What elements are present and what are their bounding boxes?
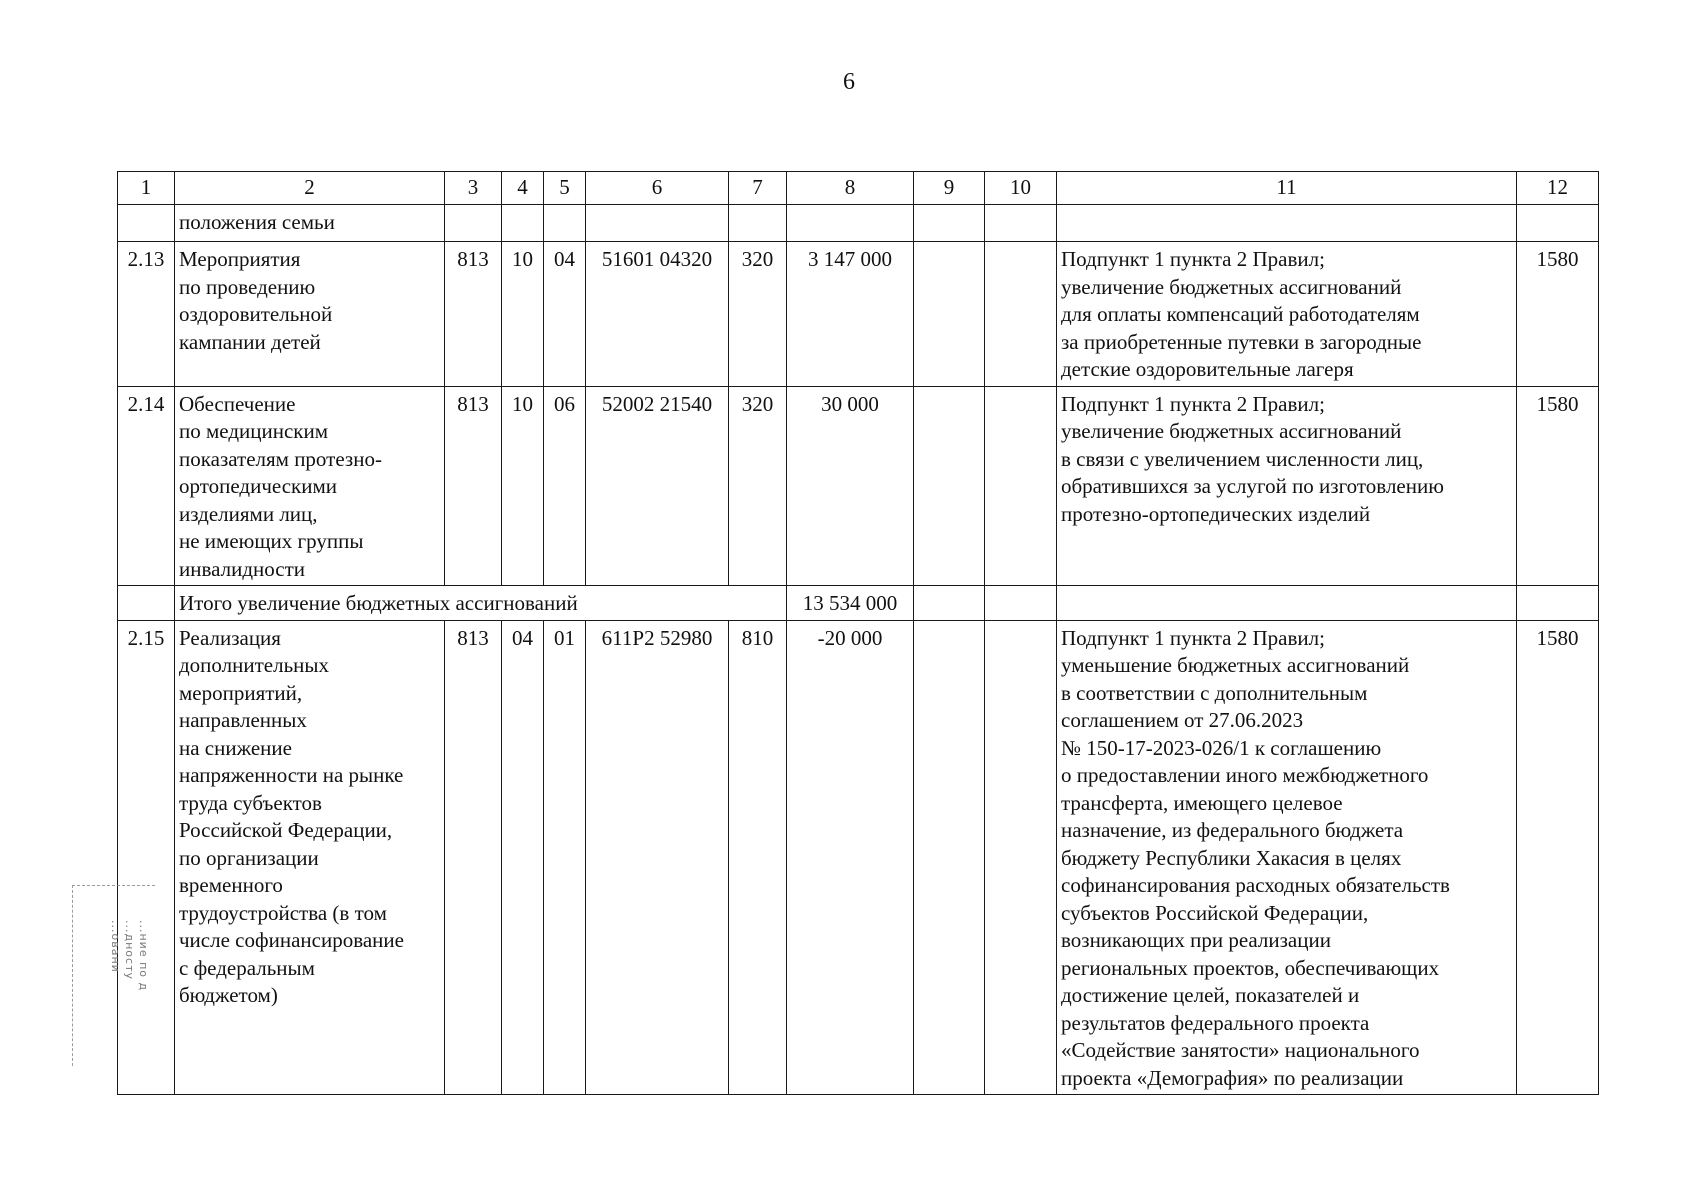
empty-cell — [914, 586, 985, 621]
col6-cell: 51601 04320 — [586, 242, 729, 387]
table-row-total — [118, 586, 1599, 621]
empty-cell — [1057, 205, 1517, 242]
header-cell-8: 8 — [787, 172, 914, 205]
basis-cell — [1057, 620, 1517, 1095]
col10-cell — [985, 242, 1057, 387]
col4-cell: 10 — [502, 386, 544, 586]
empty-cell — [1517, 586, 1599, 621]
header-cell-11: 11 — [1057, 172, 1517, 205]
amount-cell: 30 000 — [787, 386, 914, 586]
empty-cell — [729, 205, 787, 242]
total-label-cell: Итого увеличение бюджетных ассигнований — [175, 586, 787, 621]
col5-cell: 04 — [544, 242, 586, 387]
col7-cell: 320 — [729, 386, 787, 586]
item-name-cell — [175, 386, 445, 586]
col10-cell — [985, 386, 1057, 586]
row-number-cell: 2.15 — [118, 620, 175, 1095]
header-cell-12: 12 — [1517, 172, 1599, 205]
empty-cell — [787, 205, 914, 242]
header-cell-7: 7 — [729, 172, 787, 205]
item-name-text: Реализация дополнительных мероприятий, направленных на снижение напряженности на рынке труда субъектов Российской Федерации, по организации временного трудоустройства (в том числе софинансирование с федеральным бюджетом) — [179, 625, 404, 1007]
row-number-cell — [118, 205, 175, 242]
col3-cell: 813 — [445, 242, 502, 387]
item-name-cell — [175, 620, 445, 1095]
empty-cell — [502, 205, 544, 242]
amount-cell: -20 000 — [787, 620, 914, 1095]
basis-cell — [1057, 386, 1517, 586]
col12-cell: 1580 — [1517, 242, 1599, 387]
basis-text: Подпункт 1 пункта 2 Правил; увеличение бюджетных ассигнований для оплаты компенсаций работодателям за приобретенные путевки в загородные детские оздоровительные лагеря — [1061, 247, 1422, 381]
stamp-text: ...ние по д ...дносту ...овани — [109, 920, 150, 992]
header-cell-5: 5 — [544, 172, 586, 205]
col12-cell: 1580 — [1517, 620, 1599, 1095]
header-cell-10: 10 — [985, 172, 1057, 205]
basis-cell — [1057, 242, 1517, 387]
col7-cell: 320 — [729, 242, 787, 387]
item-name-cell: положения семьи — [175, 205, 445, 242]
item-name-text: Обеспечение по медицинским показателям протезно- ортопедическими изделиями лиц, не имеющих группы инвалидности — [179, 391, 382, 581]
item-name-text: Мероприятия по проведению оздоровительной кампании детей — [179, 247, 333, 354]
empty-cell — [544, 205, 586, 242]
col9-cell — [914, 242, 985, 387]
header-cell-6: 6 — [586, 172, 729, 205]
col6-cell: 611P2 52980 — [586, 620, 729, 1095]
header-cell-2: 2 — [175, 172, 445, 205]
col7-cell: 810 — [729, 620, 787, 1095]
row-number-cell — [118, 586, 175, 621]
table-header-row — [118, 172, 1599, 205]
total-amount-cell: 13 534 000 — [787, 586, 914, 621]
empty-cell — [586, 205, 729, 242]
header-cell-9: 9 — [914, 172, 985, 205]
header-cell-4: 4 — [502, 172, 544, 205]
basis-text: Подпункт 1 пункта 2 Правил; увеличение бюджетных ассигнований в связи с увеличением численности лиц, обратившихся за услугой по изготовлению протезно-ортопедических изделий — [1061, 391, 1444, 526]
table-row-continuation — [118, 205, 1599, 242]
empty-cell — [1057, 586, 1517, 621]
col3-cell: 813 — [445, 386, 502, 586]
amount-cell: 3 147 000 — [787, 242, 914, 387]
item-name-cell — [175, 242, 445, 387]
col4-cell: 04 — [502, 620, 544, 1095]
col10-cell — [985, 620, 1057, 1095]
empty-cell — [1517, 205, 1599, 242]
col3-cell: 813 — [445, 620, 502, 1095]
col5-cell: 06 — [544, 386, 586, 586]
empty-cell — [985, 205, 1057, 242]
col9-cell — [914, 620, 985, 1095]
table-row — [118, 386, 1599, 586]
basis-text: Подпункт 1 пункта 2 Правил; уменьшение бюджетных ассигнований в соответствии с дополнительным соглашением от 27.06.2023 № 150-17-2023-026/1 к соглашению о предоставлении иного межбюджетного трансферта, имеющего целевое назначение, из федерального бюджета бюджету Республики Хакасия в целях софинансирования расходных обязательств субъектов Российской Федерации, возникающих при реализации региональных проектов, обеспечивающих достижение целей, показателей и результатов федерального проекта «Содействие занятости» национального проекта «Демография» по реализации — [1061, 625, 1450, 1090]
empty-cell — [985, 586, 1057, 621]
budget-table — [117, 171, 1599, 1095]
col6-cell: 52002 21540 — [586, 386, 729, 586]
row-number-cell: 2.13 — [118, 242, 175, 387]
empty-cell — [445, 205, 502, 242]
col4-cell: 10 — [502, 242, 544, 387]
table-row — [118, 620, 1599, 1095]
row-number-cell: 2.14 — [118, 386, 175, 586]
table-row — [118, 242, 1599, 387]
header-cell-3: 3 — [445, 172, 502, 205]
header-cell-1: 1 — [118, 172, 175, 205]
col12-cell: 1580 — [1517, 386, 1599, 586]
empty-cell — [914, 205, 985, 242]
col9-cell — [914, 386, 985, 586]
page-number: 6 — [843, 69, 855, 95]
col5-cell: 01 — [544, 620, 586, 1095]
